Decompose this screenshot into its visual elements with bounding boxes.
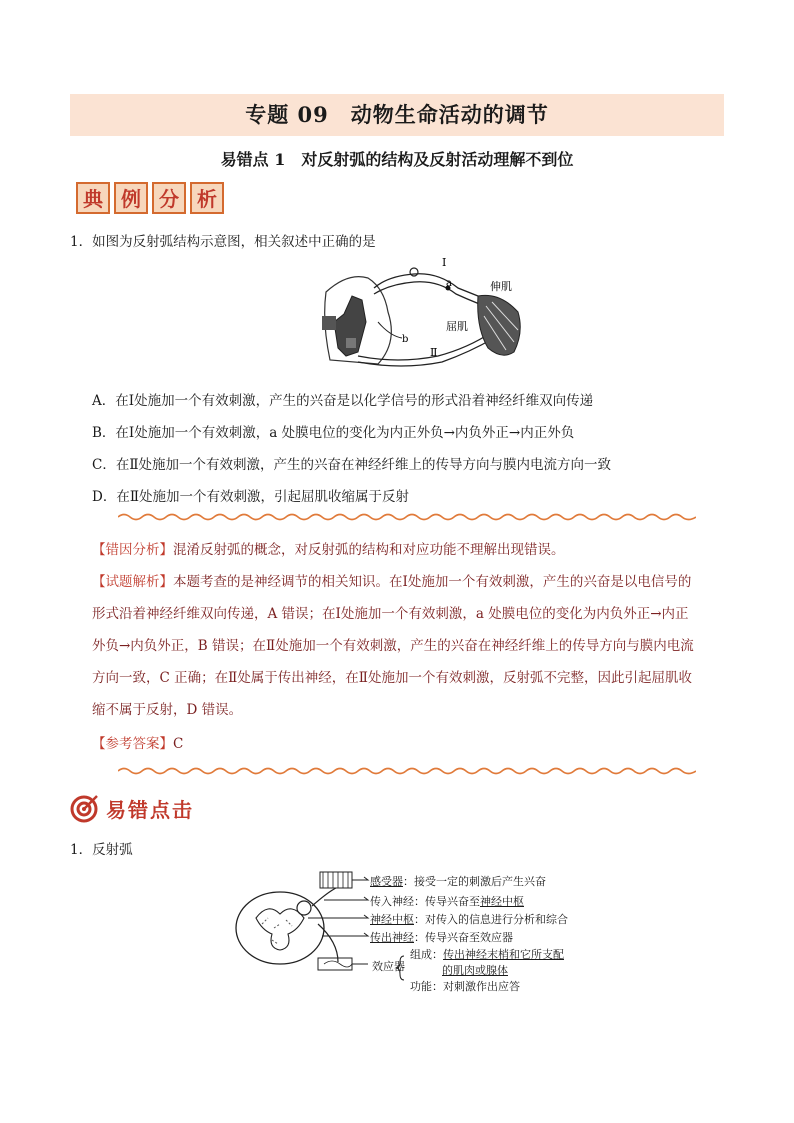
label-b: b — [402, 334, 409, 345]
error-tag: 【错因分析】 — [92, 542, 173, 558]
answer-value: C — [173, 736, 184, 752]
error-text: 混淆反射弧的概念，对反射弧的结构和对应功能不理解出现错误。 — [173, 542, 565, 558]
reflex-arc-figure — [318, 252, 528, 370]
label-II: Ⅱ — [430, 346, 438, 359]
example-badge — [76, 182, 224, 214]
explain-line — [92, 566, 722, 598]
answer-line — [92, 732, 183, 752]
afferent-term: 传入神经：传导兴奋至 — [370, 895, 480, 908]
badge-char: 例 — [114, 182, 148, 214]
afferent-label — [370, 893, 524, 909]
error-points-header — [70, 793, 194, 823]
composition-desc1: 传出神经末梢和它所支配 — [443, 948, 564, 961]
label-a: a — [446, 278, 452, 289]
composition-term: 组成： — [410, 948, 443, 961]
function-line: 功能：对刺激作出应答 — [410, 980, 520, 993]
badge-char: 析 — [190, 182, 224, 214]
efferent-term: 传出神经 — [370, 931, 414, 944]
analysis-block — [92, 534, 722, 726]
center-desc: ：对传入的信息进行分析和综合 — [414, 913, 568, 926]
label-I: Ⅰ — [442, 256, 447, 269]
badge-char: 典 — [76, 182, 110, 214]
efferent-label — [370, 929, 513, 945]
efferent-desc: ：传导兴奋至效应器 — [414, 931, 513, 944]
wavy-divider — [118, 512, 696, 522]
composition-line2 — [442, 962, 508, 978]
explain-tag: 【试题解析】 — [92, 574, 173, 590]
center-term: 神经中枢 — [370, 913, 414, 926]
badge-char: 分 — [152, 182, 186, 214]
composition-line — [410, 946, 564, 962]
option-a: A．在Ⅰ处施加一个有效刺激，产生的兴奋是以化学信号的形式沿着神经纤维双向传递 — [92, 393, 594, 409]
page-title: 专题 09 动物生命活动的调节 — [70, 94, 724, 136]
explain-line: 外负→内负外正，B 错误；在Ⅱ处施加一个有效刺激，产生的兴奋在神经纤维上的传导方向与膜内电流 — [92, 638, 694, 654]
afferent-end: 神经中枢 — [480, 895, 524, 908]
section-subtitle: 易错点 1 对反射弧的结构及反射活动理解不到位 — [220, 150, 574, 169]
explain-line: 缩不属于反射，D 错误。 — [92, 702, 243, 718]
explain-line: 方向一致，C 正确；在Ⅱ处属于传出神经，在Ⅱ处施加一个有效刺激，反射弧不完整，因此引起屈肌收 — [92, 670, 692, 686]
option-b: B．在Ⅰ处施加一个有效刺激，a 处膜电位的变化为内正外负→内负外正→内正外负 — [92, 425, 575, 441]
section-title: 1．反射弧 — [70, 842, 133, 858]
wavy-divider — [118, 766, 696, 776]
explain-text: 本题考查的是神经调节的相关知识。在Ⅰ处施加一个有效刺激，产生的兴奋是以电信号的 — [173, 574, 692, 590]
question-text: 1．如图为反射弧结构示意图，相关叙述中正确的是 — [70, 234, 376, 250]
label-flexor: 屈肌 — [446, 320, 468, 333]
composition-desc2: 的肌肉或腺体 — [442, 964, 508, 977]
target-icon — [70, 793, 100, 823]
error-analysis — [92, 534, 722, 566]
error-points-title: 易错点击 — [106, 797, 194, 822]
receptor-desc: ：接受一定的刺激后产生兴奋 — [403, 875, 546, 888]
option-c: C．在Ⅱ处施加一个有效刺激，产生的兴奋在神经纤维上的传导方向与膜内电流方向一致 — [92, 457, 612, 473]
center-label — [370, 911, 568, 927]
label-extensor: 伸肌 — [490, 280, 512, 293]
effector-label: 效应器 — [372, 960, 405, 973]
answer-tag: 【参考答案】 — [92, 736, 173, 752]
explain-line: 形式沿着神经纤维双向传递，A 错误；在Ⅰ处施加一个有效刺激，a 处膜电位的变化为内负外正→内正 — [92, 606, 689, 622]
receptor-label — [370, 873, 546, 889]
receptor-term: 感受器 — [370, 875, 403, 888]
option-d: D．在Ⅱ处施加一个有效刺激，引起屈肌收缩属于反射 — [92, 489, 409, 505]
